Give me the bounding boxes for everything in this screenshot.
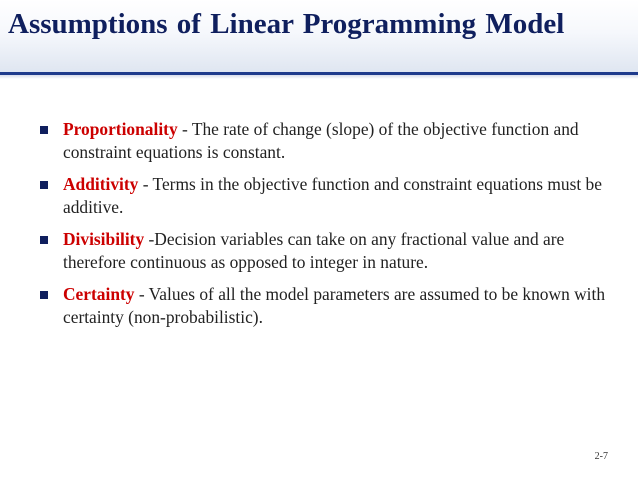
slide-title: Assumptions of Linear Programming Model [8,8,565,40]
bullet-text: - Terms in the objective function and constraint equations must be additive. [63,174,602,217]
square-bullet-icon [40,126,48,134]
bullet-term: Proportionality [63,119,178,139]
title-band [0,0,638,72]
bullet-text: - Values of all the model parameters are assumed to be known with certainty (non-probabilistic). [63,284,606,327]
bullet-item-certainty [36,283,616,329]
bullet-text: -Decision variables can take on any fractional value and are therefore continuous as opposed to integer in nature. [63,229,565,272]
square-bullet-icon [40,181,48,189]
bullet-item-divisibility [36,228,616,274]
square-bullet-icon [40,291,48,299]
bullet-item-additivity [36,173,616,219]
bullet-term: Additivity [63,174,139,194]
bullet-list [36,118,616,338]
title-rule-shadow [0,75,638,79]
page-number: 2-7 [594,451,608,462]
bullet-term: Divisibility [63,229,145,249]
bullet-item-proportionality [36,118,616,164]
square-bullet-icon [40,236,48,244]
bullet-term: Certainty [63,284,135,304]
bullet-text: - The rate of change (slope) of the objective function and constraint equations is constant. [63,119,579,162]
